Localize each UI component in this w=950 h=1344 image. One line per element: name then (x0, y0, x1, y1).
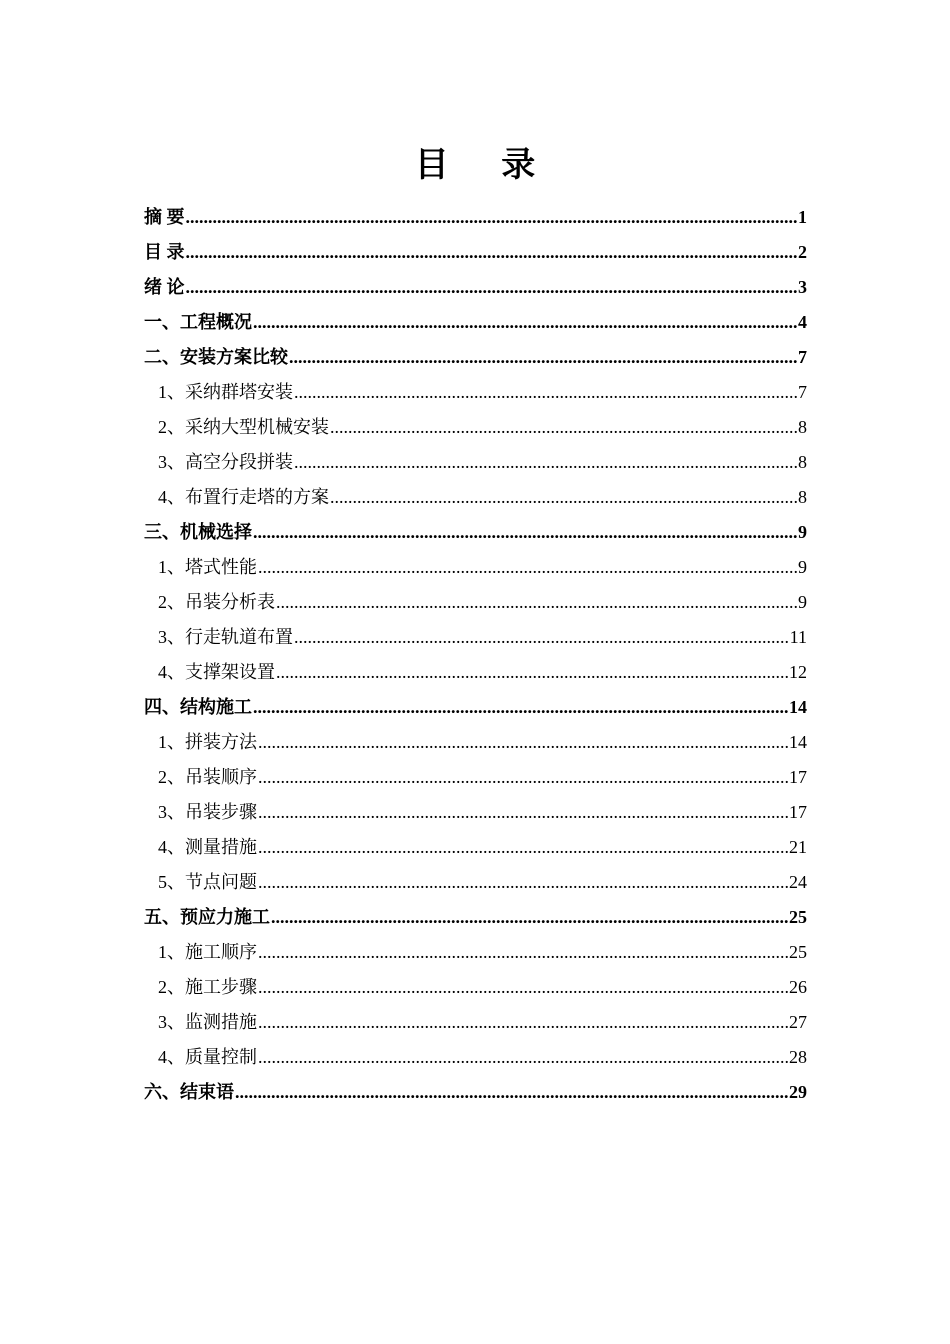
toc-entry-label: 目 录 (144, 242, 185, 262)
toc-entry-label: 3、高空分段拼装 (158, 452, 293, 472)
toc-dot-leader (253, 515, 797, 550)
toc-dot-leader (253, 690, 788, 725)
toc-page-number: 29 (789, 1082, 807, 1102)
toc-page-number: 2 (798, 242, 807, 262)
toc-page-number: 26 (789, 977, 807, 997)
toc-entry-label: 摘 要 (144, 207, 185, 227)
toc-entry-label: 4、支撑架设置 (158, 662, 275, 682)
toc-page-number: 9 (798, 522, 807, 542)
toc-dot-leader (258, 830, 788, 865)
toc-page-number: 11 (789, 627, 807, 647)
toc-chapter-row[interactable] (144, 900, 807, 935)
toc-dot-leader (330, 480, 797, 515)
toc-section-row[interactable] (144, 375, 807, 410)
toc-entry-label: 2、施工步骤 (158, 977, 257, 997)
toc-page-number: 14 (789, 697, 807, 717)
toc-entry-label: 4、布置行走塔的方案 (158, 487, 329, 507)
toc-dot-leader (186, 200, 798, 235)
toc-dot-leader (330, 410, 797, 445)
toc-page-number: 9 (798, 592, 807, 612)
toc-dot-leader (258, 795, 788, 830)
toc-page-number: 4 (798, 312, 807, 332)
toc-entry-label: 二、安装方案比较 (144, 347, 288, 367)
toc-page-number: 17 (789, 767, 807, 787)
toc-section-row[interactable] (144, 655, 807, 690)
toc-section-row[interactable] (144, 935, 807, 970)
toc-chapter-row[interactable] (144, 235, 807, 270)
toc-chapter-row[interactable] (144, 515, 807, 550)
toc-entry-label: 三、机械选择 (144, 522, 252, 542)
toc-page-number: 8 (798, 452, 807, 472)
toc-entry-label: 六、结束语 (144, 1082, 234, 1102)
toc-page-number: 28 (789, 1047, 807, 1067)
toc-section-row[interactable] (144, 1005, 807, 1040)
toc-entry-label: 4、质量控制 (158, 1047, 257, 1067)
toc-dot-leader (235, 1075, 788, 1110)
toc-page-number: 25 (789, 942, 807, 962)
toc-section-row[interactable] (144, 620, 807, 655)
toc-section-row[interactable] (144, 410, 807, 445)
toc-dot-leader (258, 865, 788, 900)
toc-dot-leader (258, 760, 788, 795)
toc-page-number: 27 (789, 1012, 807, 1032)
toc-entry-label: 五、预应力施工 (144, 907, 270, 927)
toc-entry-label: 1、采纳群塔安装 (158, 382, 293, 402)
toc-dot-leader (294, 375, 797, 410)
toc-dot-leader (294, 445, 797, 480)
toc-dot-leader (258, 725, 788, 760)
toc-chapter-row[interactable] (144, 200, 807, 235)
toc-dot-leader (289, 340, 797, 375)
toc-dot-leader (258, 1040, 788, 1075)
toc-dot-leader (294, 620, 789, 655)
toc-page-number: 17 (789, 802, 807, 822)
toc-chapter-row[interactable] (144, 305, 807, 340)
toc-section-row[interactable] (144, 830, 807, 865)
toc-dot-leader (186, 270, 798, 305)
toc-dot-leader (253, 305, 797, 340)
toc-chapter-row[interactable] (144, 340, 807, 375)
toc-section-row[interactable] (144, 585, 807, 620)
toc-entry-label: 1、施工顺序 (158, 942, 257, 962)
toc-dot-leader (271, 900, 788, 935)
toc-entry-label: 1、拼装方法 (158, 732, 257, 752)
toc-dot-leader (258, 935, 788, 970)
toc-dot-leader (276, 655, 788, 690)
toc-section-row[interactable] (144, 725, 807, 760)
toc-page-number: 7 (798, 382, 807, 402)
toc-page-number: 1 (798, 207, 807, 227)
toc-dot-leader (258, 970, 788, 1005)
toc-section-row[interactable] (144, 550, 807, 585)
toc-entry-label: 3、监测措施 (158, 1012, 257, 1032)
toc-entry-label: 1、塔式性能 (158, 557, 257, 577)
page-title: 目 录 (414, 147, 558, 184)
table-of-contents (144, 200, 807, 1110)
toc-entry-label: 2、采纳大型机械安装 (158, 417, 329, 437)
toc-page-number: 14 (789, 732, 807, 752)
toc-dot-leader (258, 550, 797, 585)
toc-section-row[interactable] (144, 865, 807, 900)
toc-entry-label: 一、工程概况 (144, 312, 252, 332)
toc-section-row[interactable] (144, 760, 807, 795)
toc-entry-label: 5、节点问题 (158, 872, 257, 892)
toc-page-number: 3 (798, 277, 807, 297)
toc-dot-leader (276, 585, 797, 620)
toc-page-number: 12 (789, 662, 807, 682)
toc-dot-leader (258, 1005, 788, 1040)
toc-entry-label: 3、吊装步骤 (158, 802, 257, 822)
toc-entry-label: 3、行走轨道布置 (158, 627, 293, 647)
toc-page-number: 9 (798, 557, 807, 577)
toc-page-number: 8 (798, 487, 807, 507)
toc-entry-label: 2、吊装分析表 (158, 592, 275, 612)
toc-section-row[interactable] (144, 970, 807, 1005)
toc-dot-leader (186, 235, 798, 270)
toc-page-number: 8 (798, 417, 807, 437)
toc-entry-label: 绪 论 (144, 277, 185, 297)
toc-entry-label: 四、结构施工 (144, 697, 252, 717)
toc-page-number: 21 (789, 837, 807, 857)
toc-entry-label: 4、测量措施 (158, 837, 257, 857)
toc-chapter-row[interactable] (144, 690, 807, 725)
toc-section-row[interactable] (144, 795, 807, 830)
toc-section-row[interactable] (144, 480, 807, 515)
toc-page-number: 25 (789, 907, 807, 927)
toc-section-row[interactable] (144, 1040, 807, 1075)
toc-chapter-row[interactable] (144, 270, 807, 305)
toc-page-number: 7 (798, 347, 807, 367)
toc-entry-label: 2、吊装顺序 (158, 767, 257, 787)
toc-page-number: 24 (789, 872, 807, 892)
toc-section-row[interactable] (144, 445, 807, 480)
toc-chapter-row[interactable] (144, 1075, 807, 1110)
